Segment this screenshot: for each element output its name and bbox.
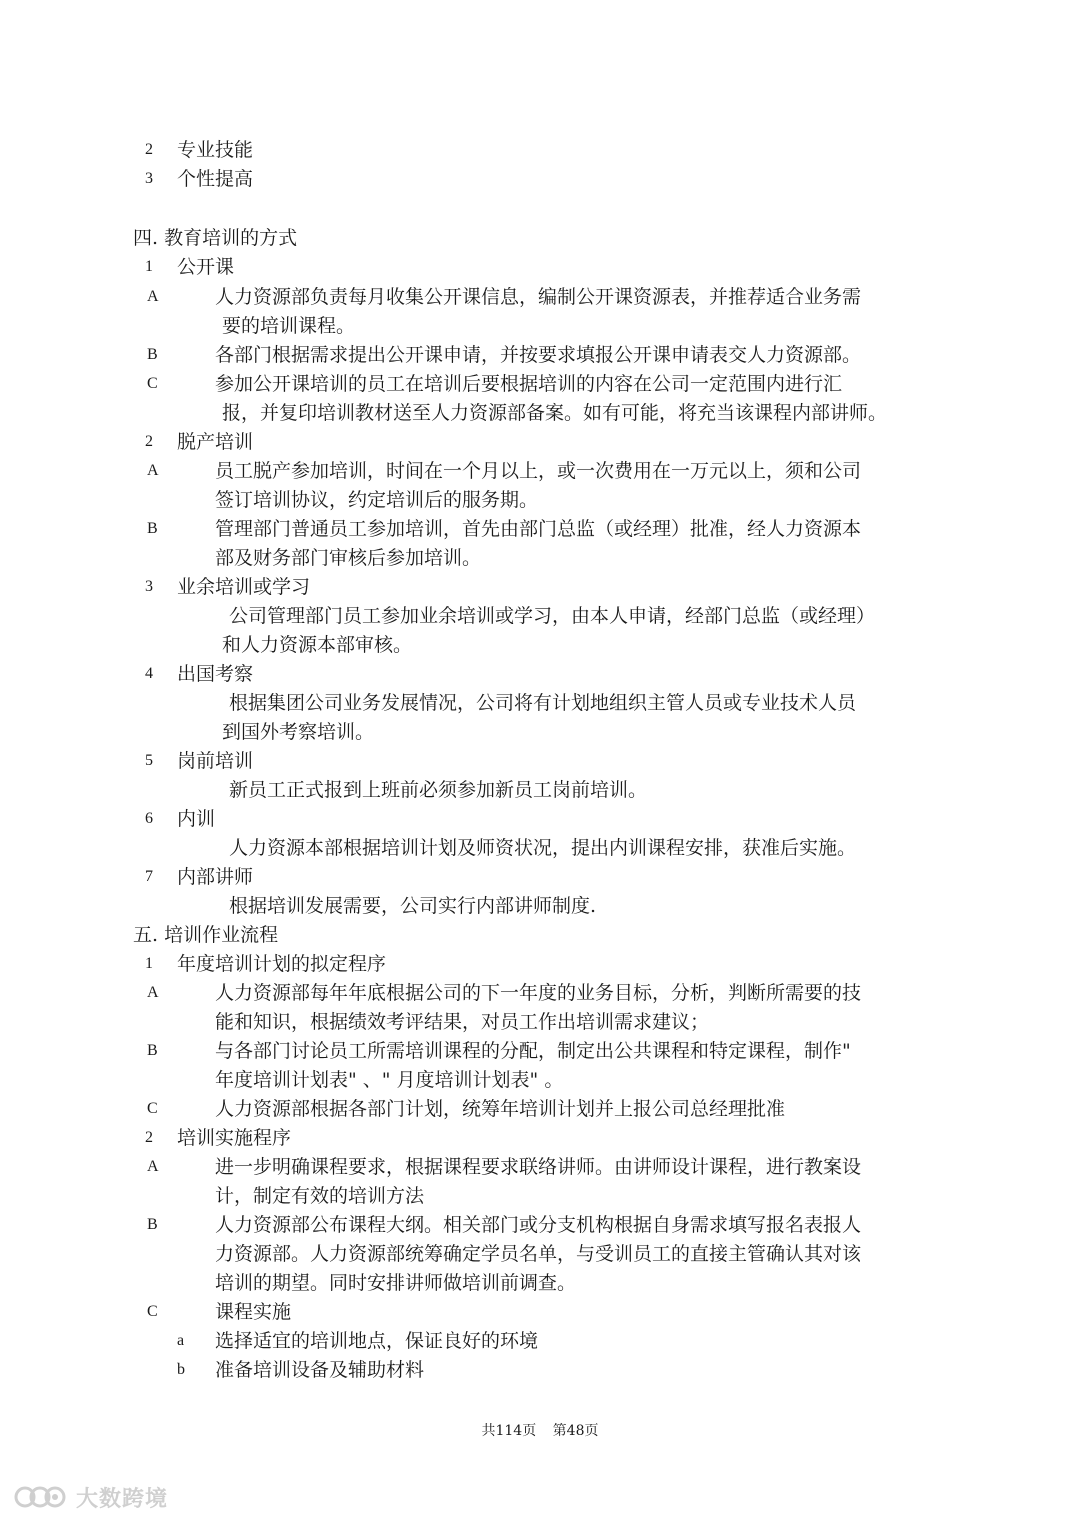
paragraph-line: 培训的期望。同时安排讲师做培训前调查。 — [215, 1272, 577, 1294]
list-number: 6 — [145, 810, 153, 827]
list-number: 1 — [145, 258, 153, 275]
paragraph-line: 准备培训设备及辅助材料 — [215, 1359, 425, 1381]
page-footer — [0, 1421, 1080, 1441]
watermark — [14, 1481, 168, 1513]
list-letter: a — [177, 1332, 185, 1349]
current-page: 第48页 — [552, 1423, 599, 1439]
list-number: 2 — [145, 433, 153, 450]
total-pages: 共114页 — [481, 1423, 537, 1439]
list-letter: C — [147, 375, 158, 392]
list-number: 4 — [145, 665, 153, 682]
subsection-heading: 内训 — [177, 808, 216, 830]
list-letter: A — [147, 1158, 159, 1175]
list-letter: A — [147, 288, 159, 305]
list-letter: C — [147, 1303, 158, 1320]
watermark-text: 大数跨境 — [76, 1486, 169, 1512]
list-number: 2 — [145, 141, 153, 158]
subsection-heading: 岗前培训 — [177, 750, 254, 772]
subsection-heading: 公开课 — [177, 256, 235, 278]
paragraph-line: 根据集团公司业务发展情况，公司将有计划地组织主管人员或专业技术人员 — [229, 692, 857, 714]
list-letter: B — [147, 1042, 158, 1059]
paragraph-line: 力资源部。人力资源部统筹确定学员名单，与受训员工的直接主管确认其对该 — [215, 1243, 862, 1265]
subsection-heading: 出国考察 — [177, 663, 254, 685]
subsection-heading: 培训实施程序 — [177, 1127, 292, 1149]
section-heading: 四. 教育培训的方式 — [133, 227, 298, 249]
list-letter: B — [147, 346, 158, 363]
subsection-heading: 课程实施 — [215, 1301, 292, 1323]
paragraph-line: 人力资源部负责每月收集公开课信息，编制公开课资源表，并推荐适合业务需 — [215, 286, 862, 308]
paragraph-line: 人力资源部每年年底根据公司的下一年度的业务目标，分析，判断所需要的技 — [215, 982, 862, 1004]
paragraph-line: 管理部门普通员工参加培训，首先由部门总监（或经理）批准，经人力资源本 — [215, 518, 862, 540]
list-letter: A — [147, 462, 159, 479]
paragraph-line: 选择适宜的培训地点，保证良好的环境 — [215, 1330, 539, 1352]
list-number: 1 — [145, 955, 153, 972]
list-item-text: 个性提高 — [177, 168, 254, 190]
list-number: 3 — [145, 578, 153, 595]
paragraph-line: 要的培训课程。 — [222, 315, 356, 337]
paragraph-line: 参加公开课培训的员工在培训后要根据培训的内容在公司一定范围内进行汇 — [215, 373, 843, 395]
paragraph-line: 签订培训协议，约定培训后的服务期。 — [215, 489, 539, 511]
paragraph-line: 与各部门讨论员工所需培训课程的分配，制定出公共课程和特定课程，制作" — [215, 1040, 851, 1062]
list-letter: C — [147, 1100, 158, 1117]
paragraph-line: 部及财务部门审核后参加培训。 — [215, 547, 482, 569]
list-number: 2 — [145, 1129, 153, 1146]
paragraph-line: 人力资源本部根据培训计划及师资状况，提出内训课程安排，获准后实施。 — [229, 837, 857, 859]
list-letter: A — [147, 984, 159, 1001]
paragraph-line: 各部门根据需求提出公开课申请，并按要求填报公开课申请表交人力资源部。 — [215, 344, 862, 366]
subsection-heading: 脱产培训 — [177, 431, 254, 453]
paragraph-line: 到国外考察培训。 — [222, 721, 375, 743]
paragraph-line: 员工脱产参加培训，时间在一个月以上，或一次费用在一万元以上，须和公司 — [215, 460, 862, 482]
paragraph-line: 根据培训发展需要，公司实行内部讲师制度. — [229, 895, 597, 917]
subsection-heading: 业余培训或学习 — [177, 576, 311, 598]
subsection-heading: 内部讲师 — [177, 866, 254, 888]
paragraph-line: 新员工正式报到上班前必须参加新员工岗前培训。 — [229, 779, 648, 801]
paragraph-line: 能和知识，根据绩效考评结果，对员工作出培训需求建议； — [215, 1011, 710, 1033]
list-number: 7 — [145, 868, 153, 885]
watermark-logo-icon — [14, 1483, 70, 1511]
list-letter: B — [147, 1216, 158, 1233]
paragraph-line: 计，制定有效的培训方法 — [215, 1185, 425, 1207]
list-number: 5 — [145, 752, 153, 769]
paragraph-line: 和人力资源本部审核。 — [222, 634, 413, 656]
list-number: 3 — [145, 170, 153, 187]
list-letter: b — [177, 1361, 185, 1378]
paragraph-line: 进一步明确课程要求，根据课程要求联络讲师。由讲师设计课程，进行教案设 — [215, 1156, 862, 1178]
list-letter: B — [147, 520, 158, 537]
paragraph-line: 报，并复印培训教材送至人力资源部备案。如有可能，将充当该课程内部讲师。 — [222, 402, 888, 424]
section-heading: 五. 培训作业流程 — [133, 924, 279, 946]
paragraph-line: 年度培训计划表" 、" 月度培训计划表" 。 — [215, 1069, 564, 1091]
paragraph-line: 人力资源部公布课程大纲。相关部门或分支机构根据自身需求填写报名表报人 — [215, 1214, 862, 1236]
subsection-heading: 年度培训计划的拟定程序 — [177, 953, 387, 975]
paragraph-line: 人力资源部根据各部门计划，统筹年培训计划并上报公司总经理批准 — [215, 1098, 786, 1120]
paragraph-line: 公司管理部门员工参加业余培训或学习，由本人申请，经部门总监（或经理） — [229, 605, 876, 627]
list-item-text: 专业技能 — [177, 139, 254, 161]
